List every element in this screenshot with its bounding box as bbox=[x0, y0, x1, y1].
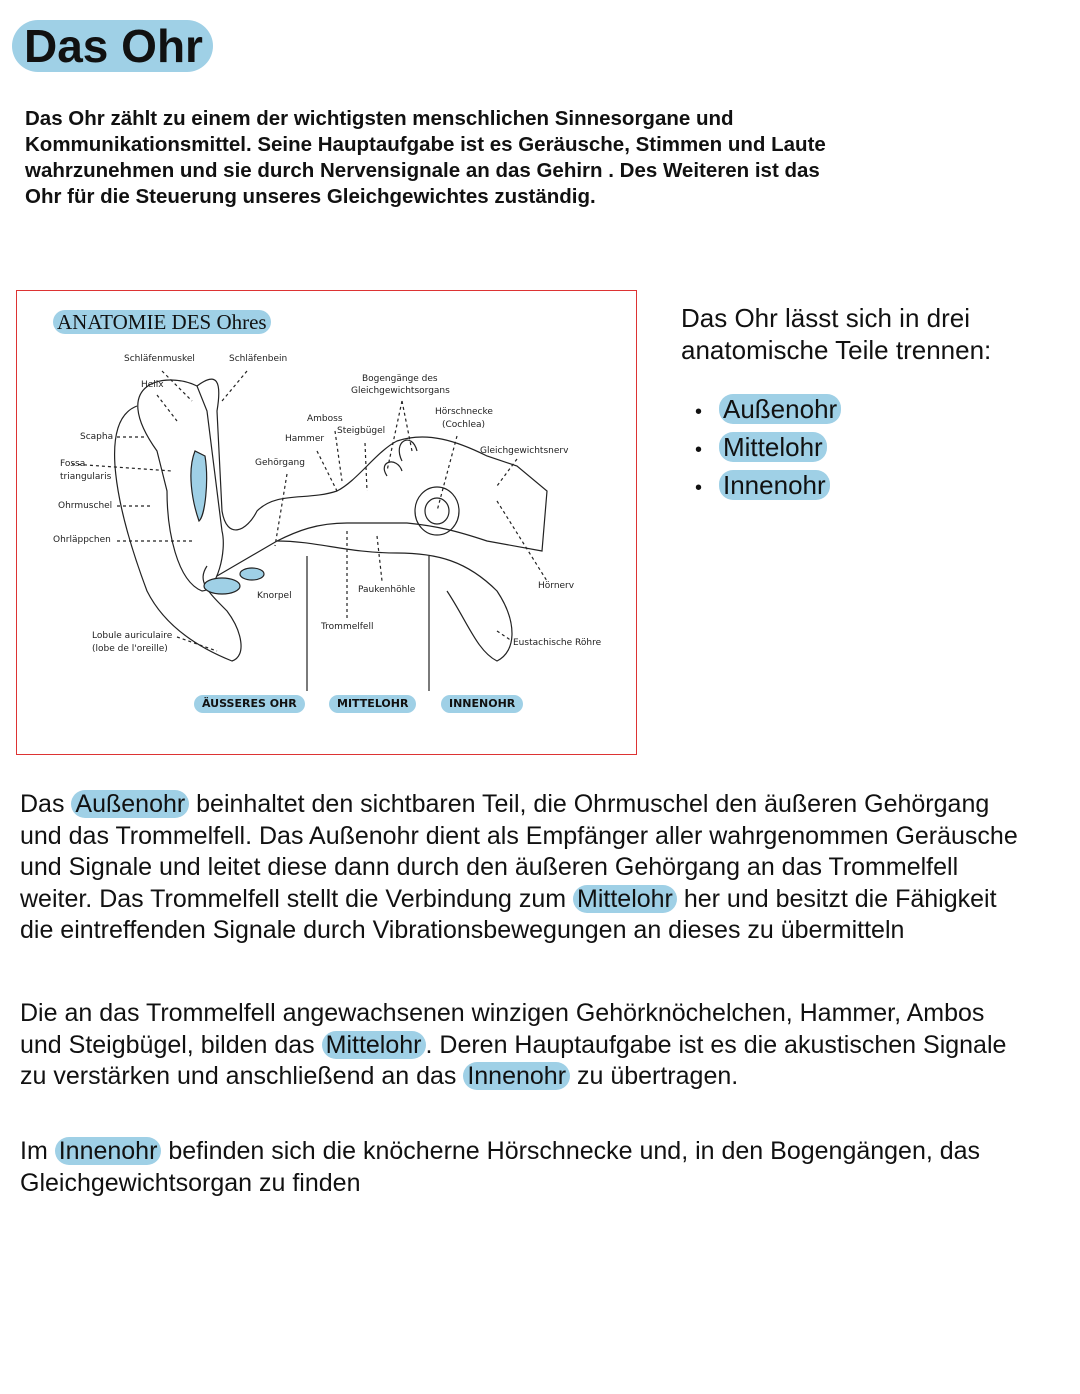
list-item: • Mittelohr bbox=[695, 430, 1041, 468]
label-trommelfell: Trommelfell bbox=[321, 622, 374, 632]
label-ohrmuschel: Ohrmuschel bbox=[58, 501, 113, 511]
label-helix: Helix bbox=[141, 380, 164, 390]
page-title: Das Ohr bbox=[12, 20, 213, 72]
label-amboss: Amboss bbox=[307, 414, 343, 424]
bullet-icon: • bbox=[695, 439, 703, 461]
paragraph-innenohr: Im Innenohr befinden sich die knöcherne Hörschnecke und, in den Bogengängen, das Gleichgewichtsorgan zu finden bbox=[20, 1137, 981, 1197]
paragraph-mittelohr: Die an das Trommelfell angewachsenen winzigen Gehörknöchelchen, Hammer, Ambos und Steigbügel, bilden das Mittelohr . Deren Hauptaufgabe ist es die akustischen Signale zu verstärken und anschließend an das Innenohr zu übertragen. bbox=[20, 999, 1007, 1090]
label-knorpel: Knorpel bbox=[257, 591, 292, 601]
bullet-icon: • bbox=[695, 477, 703, 499]
parts-intro: Das Ohr lässt sich in drei anatomische Teile trennen: bbox=[681, 303, 992, 365]
label-gehoergang: Gehörgang bbox=[255, 458, 305, 468]
label-steigbuegel: Steigbügel bbox=[337, 426, 386, 436]
label-bogengaenge: Bogengänge des bbox=[362, 374, 438, 384]
label-triangularis: triangularis bbox=[60, 472, 112, 482]
label-scapha: Scapha bbox=[80, 432, 114, 442]
label-gleichgewichtsorgan: Gleichgewichtsorgans bbox=[351, 386, 450, 396]
part-label-innenohr: INNENOHR bbox=[441, 695, 523, 713]
list-item: • Innenohr bbox=[695, 468, 1041, 506]
label-paukenhoehle: Paukenhöhle bbox=[358, 585, 416, 595]
label-gleichgewichtsnerv: Gleichgewichtsnerv bbox=[480, 446, 569, 456]
part-label-mittelohr: MITTELOHR bbox=[329, 695, 416, 713]
part-label-aeusseres-ohr: ÄUSSERES OHR bbox=[194, 695, 305, 713]
figure-title: ANATOMIE DES Ohres bbox=[53, 310, 271, 334]
ear-illustration bbox=[17, 291, 638, 756]
label-schlaefenmuskel: Schläfenmuskel bbox=[124, 354, 195, 364]
intro-text: Das Ohr zählt zu einem der wichtigsten menschlichen Sinnesorgane und Kommunikationsmittel. Seine Hauptaufgabe ist es Geräusche, Stimmen und Laute wahrzunehmen und sie durch Nervensignale an das Gehirn . Des Weiteren ist das Ohr für die Steuerung unseres Gleichgewichtes zuständig. bbox=[25, 107, 826, 208]
list-item: • Außenohr bbox=[695, 392, 1041, 430]
ear-anatomy-figure bbox=[16, 290, 637, 755]
label-eustachische-roehre: Eustachische Röhre bbox=[513, 638, 602, 648]
label-lobule-fr: (lobe de l'oreille) bbox=[92, 644, 168, 654]
bullet-icon: • bbox=[695, 401, 703, 423]
parts-summary bbox=[681, 302, 1041, 506]
label-fossa: Fossa bbox=[60, 459, 86, 469]
label-schlaefenbein: Schläfenbein bbox=[229, 354, 288, 364]
parts-list bbox=[695, 392, 1041, 506]
label-ohrlaeppchen: Ohrläppchen bbox=[53, 535, 111, 545]
label-hoernerv: Hörnerv bbox=[538, 581, 575, 591]
paragraph-aussenohr: Das Außenohr beinhaltet den sichtbaren Teil, die Ohrmuschel den äußeren Gehörgang und das Trommelfell. Das Außenohr dient als Empfänger aller wahrgenommen Geräusche und Signale und leitet diese dann durch den äußeren Gehörgang an das Trommelfell weiter. Das Trommelfell stellt die Verbindung zum Mittelohr her und besitzt die Fähigkeit die eintreffenden Signale durch Vibrationsbewegungen an dieses zu übermitteln bbox=[20, 790, 1018, 944]
label-hammer: Hammer bbox=[285, 434, 325, 444]
label-hoerschnecke: Hörschnecke bbox=[435, 407, 493, 417]
label-lobule: Lobule auriculaire bbox=[92, 631, 173, 641]
label-cochlea: (Cochlea) bbox=[442, 420, 486, 430]
